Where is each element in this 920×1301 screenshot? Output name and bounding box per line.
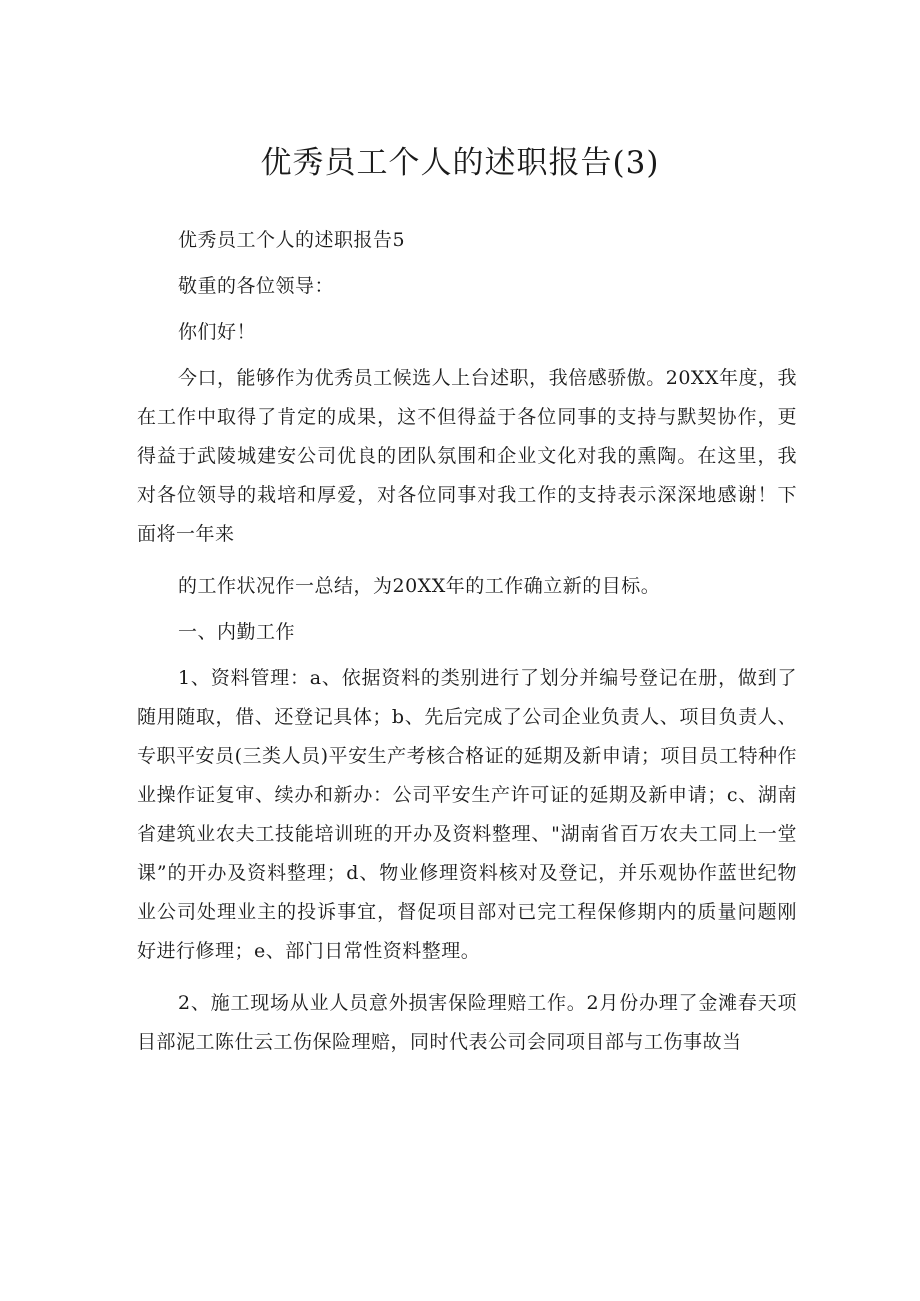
paragraph-item-1: 1、资料管理：a、依据资料的类别进行了划分并编号登记在册，做到了随用随取，借、还登记具体；b、先后完成了公司企业负责人、项目负责人、专职平安员(三类人员)平安生产考核合格证的延期及新申请；项目员工特种作业操作证复审、续办和新办：公司平安生产许可证的延期及新申请；c、湖南省建筑业农夫工技能培训班的开办及资料整理、"湖南省百万农夫工同上一堂课”的开办及资料整理；d、物业修理资料核对及登记，并乐观协作蓝世纪物业公司处理业主的投诉事宜，督促项目部对已完工程保修期内的质量问题刚好进行修理；e、部门日常性资料整理。 bbox=[137, 667, 797, 962]
paragraph-item-2: 2、施工现场从业人员意外损害保险理赔工作。2月份办理了金滩春天项目部泥工陈仕云工伤保险理赔，同时代表公司会同项目部与工伤事故当 bbox=[137, 992, 797, 1053]
paragraph-salutation: 敬重的各位领导： bbox=[178, 275, 335, 297]
paragraph-summary: 的工作状况作一总结，为20XX年的工作确立新的目标。 bbox=[178, 575, 661, 597]
document-body bbox=[137, 221, 797, 1062]
paragraph-intro: 今口，能够作为优秀员工候选人上台述职，我倍感骄傲。20XX年度，我在工作中取得了肯定的成果，这不但得益于各位同事的支持与默契协作，更得益于武陵城建安公司优良的团队氛围和企业文化对我的熏陶。在这里，我对各位领导的栽培和厚爱，对各位同事对我工作的支持表示深深地感谢！下面将一年来 bbox=[137, 367, 797, 545]
paragraph-subtitle: 优秀员工个人的述职报告5 bbox=[178, 229, 406, 251]
document-title: 优秀员工个人的述职报告(3) bbox=[260, 145, 660, 181]
section-heading: 一、内勤工作 bbox=[178, 621, 296, 643]
paragraph-greeting: 你们好！ bbox=[178, 321, 257, 343]
